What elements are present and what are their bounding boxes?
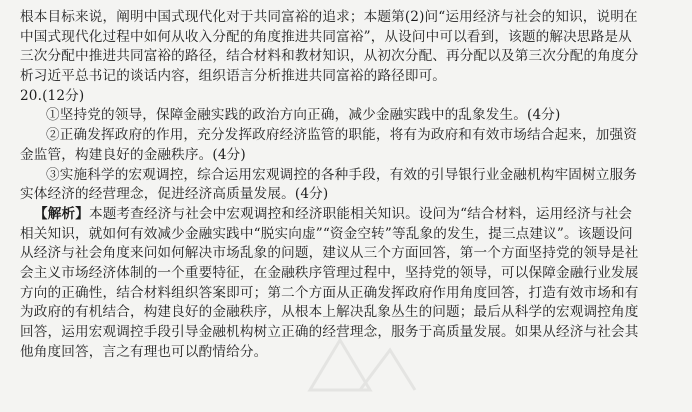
analysis-paragraph [20, 205, 678, 363]
text-line: 为政府的有机结合，构建良好的金融秩序，从根本上解决乱象丛生的问题；最后从科学的宏观调控角度 [20, 304, 639, 321]
text-line: ①坚持党的领导，保障金融实践的政治方向正确，减少金融实践中的乱象发生。(4分) [46, 107, 561, 124]
text-line: 析习近平总书记的谈话内容，组织语言分析推进共同富裕的路径即可。 [20, 68, 447, 85]
text-line: 回答，运用宏观调控手段引导金融机构树立正确的经营理念，服务于高质量发展。如果从经济与社会其 [20, 324, 639, 340]
text-line: 方向的正确性，结合材料组织答案即可；第二个方面从正确发挥政府作用角度回答，打造有效市场和有 [20, 284, 639, 301]
text-line: 他角度回答，言之有理也可以酌情给分。 [20, 343, 268, 360]
text-line: ③实施科学的宏观调控，综合运用宏观调控的各种手段，有效的引导银行业金融机构牢固树立服务 [46, 166, 637, 183]
question-header: 20.(12分) [20, 87, 85, 104]
intro-paragraph [20, 8, 678, 87]
analysis-first-text: 本题考查经济与社会中宏观调控和经济职能相关知识。设问为“结合材料，运用经济与社会 [88, 205, 633, 222]
text-line: 三次分配中推进共同富裕的路径，结合材料和教材知识，从初次分配、再分配以及第三次分配的角度分 [20, 48, 639, 65]
text-line: 根本目标来说，阐明中国式现代化对于共同富裕的追求；本题第(2)问“运用经济与社会的知识，说明在 [20, 9, 638, 25]
text-line: 相关知识，就如何有效减少金融实践中“脱实向虚”“资金空转”等乱象的发生，提三点建议”。该题设问 [20, 225, 633, 242]
text-line: 从经济与社会角度来问如何解决市场乱象的问题，建议从三个方面回答，第一个方面坚持党的领导是社 [20, 245, 639, 262]
text-line: 会主义市场经济体制的一个重要特征，在金融秩序管理过程中，坚持党的领导，可以保障金融行业发展 [20, 264, 639, 281]
text-line: 实体经济的经营理念，促进经济高质量发展。(4分) [20, 186, 329, 203]
text-line: 中国式现代化过程中如何从收入分配的角度推进共同富裕”，从设问中可以看到，该题的解决思路是从 [20, 28, 632, 45]
answer-point-1 [20, 106, 678, 126]
answer-point-2 [20, 126, 678, 165]
analysis-first-line [20, 205, 678, 225]
answer-point-3 [20, 166, 678, 205]
text-line: ②正确发挥政府的作用，充分发挥政府经济监管的职能，将有为政府和有效市场结合起来，加强资 [46, 127, 637, 144]
analysis-label: 【解析】 [34, 205, 89, 222]
text-line: 金监管，构建良好的金融秩序。(4分) [20, 146, 246, 163]
